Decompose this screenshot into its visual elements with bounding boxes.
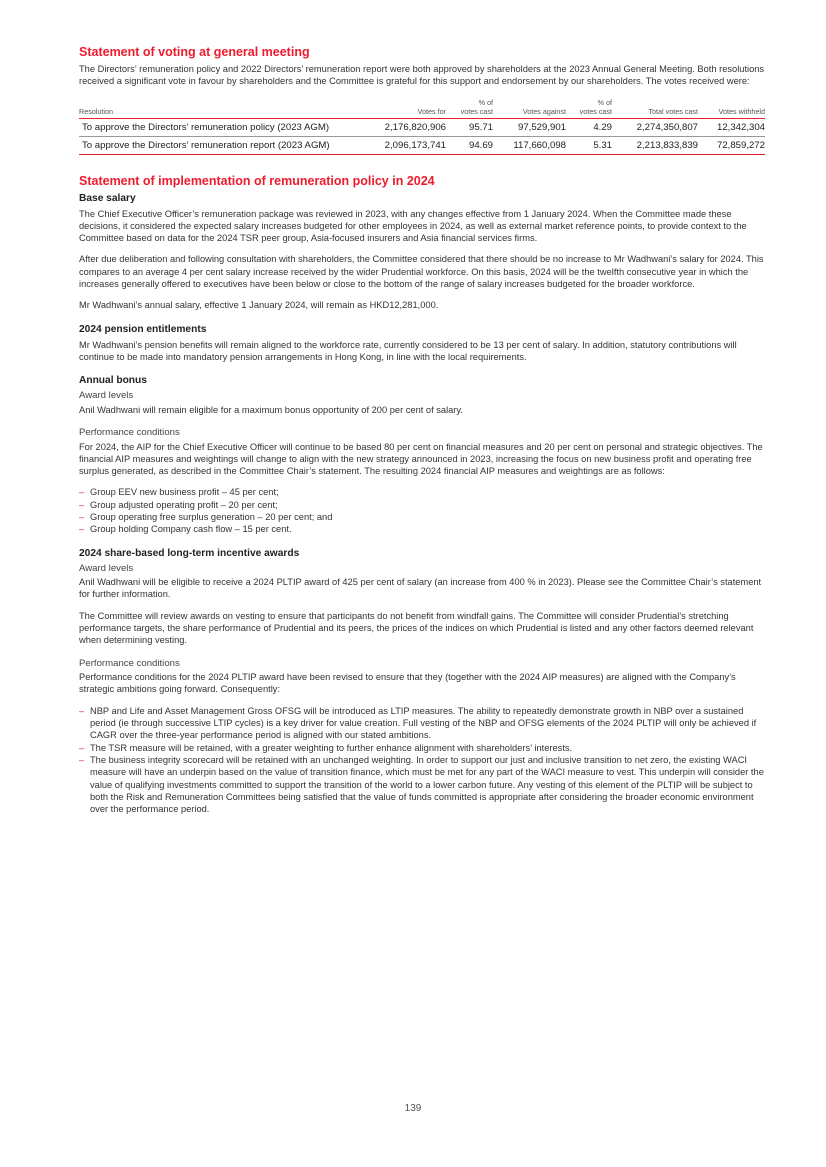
cell-pct-against: 4.29 [566,118,612,136]
dash-bullet: – [79,499,85,510]
annual-bonus-heading: Annual bonus [79,375,147,387]
ltip-heading: 2024 share-based long-term incentive awards [79,547,300,559]
list-item: – The TSR measure will be retained, with a greater weighting to further enhance alignment with shareholders’ interests. [79,742,573,753]
ltip-award-levels-text: Anil Wadhwani will be eligible to receive a 2024 PLTIP award of 425 per cent of salary (an increase from 400 % in 2023). Please see the Committee Chair’s statement for further information. [79,577,762,600]
col-total: Total votes cast [612,98,698,119]
cell-votes-against: 117,660,098 [493,136,566,154]
ltip-measures-list [79,705,765,816]
ltip-performance-text: Performance conditions for the 2024 PLTIP award have been revised to ensure that they (together with the 2024 AIP measures) are aligned with the Company’s strategic ambitions going forward. Consequently: [79,672,736,695]
ltip-review-text: The Committee will review awards on vesting to ensure that participants do not benefit from windfall gains. The Committee will consider Prudential’s stretching performance targets, the share performance of Prudential and its peers, the prices of the indices on which Prudential is listed and any other factors deemed relevant when determining vesting. [79,610,754,646]
cell-withheld: 72,859,272 [698,136,765,154]
cell-votes-against: 97,529,901 [493,118,566,136]
bonus-performance-text: For 2024, the AIP for the Chief Executive Officer will continue to be based 80 per cent on financial measures and 20 per cent on personal and strategic objectives. The financial AIP measures and weightings will change to align with the new strategy announced in 2023, increasing the focus on new business profit and operating free surplus generated, as described in the Committee Chair’s statement. The resulting 2024 financial AIP measures and weightings are as follows: [79,441,763,477]
voting-intro: The Directors’ remuneration policy and 2022 Directors’ remuneration report were both approved by shareholders at the 2023 Annual General Meeting. Both resolutions received a significant vote in favour by shareholders and the Committee is grateful for this support and endorsement by our shareholders. The votes received were: [79,64,765,87]
base-salary-paragraph-2: After due deliberation and following consultation with shareholders, the Committee considered that there should be no increase to Mr Wadhwani’s salary for 2024. This compares to an average 4 per cent salary increase received by the wider Prudential workforce. On this basis, 2024 will be the twelfth consecutive year in which the increases generally offered to executives have been below or close to the bottom of the range of salary increases budgeted for the broader workforce. [79,254,764,290]
dash-bullet: – [79,512,85,523]
voting-section-title: Statement of voting at general meeting [79,45,310,59]
cell-total: 2,213,833,839 [612,136,698,154]
list-item: – Group EEV new business profit – 45 per cent; [79,487,279,498]
dash-bullet: – [79,742,85,753]
dash-bullet: – [79,487,85,498]
votes-table-header [79,98,765,119]
bonus-performance-label: Performance conditions [79,427,180,439]
page-content [79,44,765,824]
table-row [79,136,765,154]
pension-paragraph: Mr Wadhwani’s pension benefits will remain aligned to the workforce rate, currently considered to be 13 per cent of salary. In addition, statutory contributions will continue to be made into mandatory pension arrangements in Hong Kong, in line with the local requirements. [79,339,737,362]
col-pct-for: % of votes cast [446,98,493,119]
col-votes-against: Votes against [493,98,566,119]
bonus-award-levels-text: Anil Wadhwani will remain eligible for a maximum bonus opportunity of 200 per cent of salary. [79,404,463,415]
bonus-measures-list [79,486,765,535]
base-salary-heading: Base salary [79,192,136,204]
pension-heading: 2024 pension entitlements [79,323,207,335]
implementation-section-title: Statement of implementation of remuneration policy in 2024 [79,173,435,188]
list-item: – Group adjusted operating profit – 20 per cent; [79,499,278,510]
ltip-performance-label: Performance conditions [79,657,180,669]
cell-withheld: 12,342,304 [698,118,765,136]
table-row [79,118,765,136]
cell-total: 2,274,350,807 [612,118,698,136]
list-item: – NBP and Life and Asset Management Gross OFSG will be introduced as LTIP measures. The ability to repeatedly demonstrate growth in NBP over a sustained period (ie through successive LTIP cycles) is a key driver for value creation. Full vesting of the NBP and OFSG elements of the 2024 PLTIP will only be achieved if CAGR over the three-year performance period is aligned with our stated ambitions. [79,705,757,741]
dash-bullet: – [79,524,85,535]
col-resolution: Resolution [79,98,374,119]
base-salary-paragraph-3: Mr Wadhwani’s annual salary, effective 1 January 2024, will remain as HKD12,281,000. [79,300,439,311]
page-number: 139 [404,1103,422,1114]
dash-bullet: – [79,754,85,765]
cell-resolution: To approve the Directors’ remuneration report (2023 AGM) [79,136,374,154]
cell-resolution: To approve the Directors’ remuneration policy (2023 AGM) [79,118,374,136]
col-votes-for: Votes for [374,98,446,119]
cell-pct-against: 5.31 [566,136,612,154]
list-item: – The business integrity scorecard will be retained with an unchanged weighting. In order to support our just and inclusive transition to net zero, the existing WACI measure will have an underpin based on the value of transition finance, which must be met for any part of the WACI measure to vest. This underpin will consider the value of qualifying investments committed to support the transition of the world to a lower carbon future. Any vesting of this element of the PLTIP will be subject to both the Risk and Remuneration Committees being satisfied that the value of funds committed is appropriate after considering the broader economic environment over the performance period. [79,754,764,815]
ltip-award-levels-label: Award levels [79,562,134,574]
cell-votes-for: 2,096,173,741 [374,136,446,154]
cell-votes-for: 2,176,820,906 [374,118,446,136]
col-withheld: Votes withheld [698,98,765,119]
cell-pct-for: 94.69 [446,136,493,154]
base-salary-paragraph-1: The Chief Executive Officer’s remuneration package was reviewed in 2023, with any changes effective from 1 January 2024. When the Committee made these decisions, it considered the expected salary increases budgeted for other employees in 2024, as well as external market reference points, to provide context to the Committee based on data for the 2024 TSR peer group, Asia-focused insurers and Asia financial services firms. [79,208,747,244]
list-item: – Group operating free surplus generation – 20 per cent; and [79,512,333,523]
list-item: – Group holding Company cash flow – 15 per cent. [79,524,292,535]
dash-bullet: – [79,705,85,716]
cell-pct-for: 95.71 [446,118,493,136]
col-pct-against: % of votes cast [566,98,612,119]
votes-table [79,98,765,155]
bonus-award-levels-label: Award levels [79,390,134,402]
